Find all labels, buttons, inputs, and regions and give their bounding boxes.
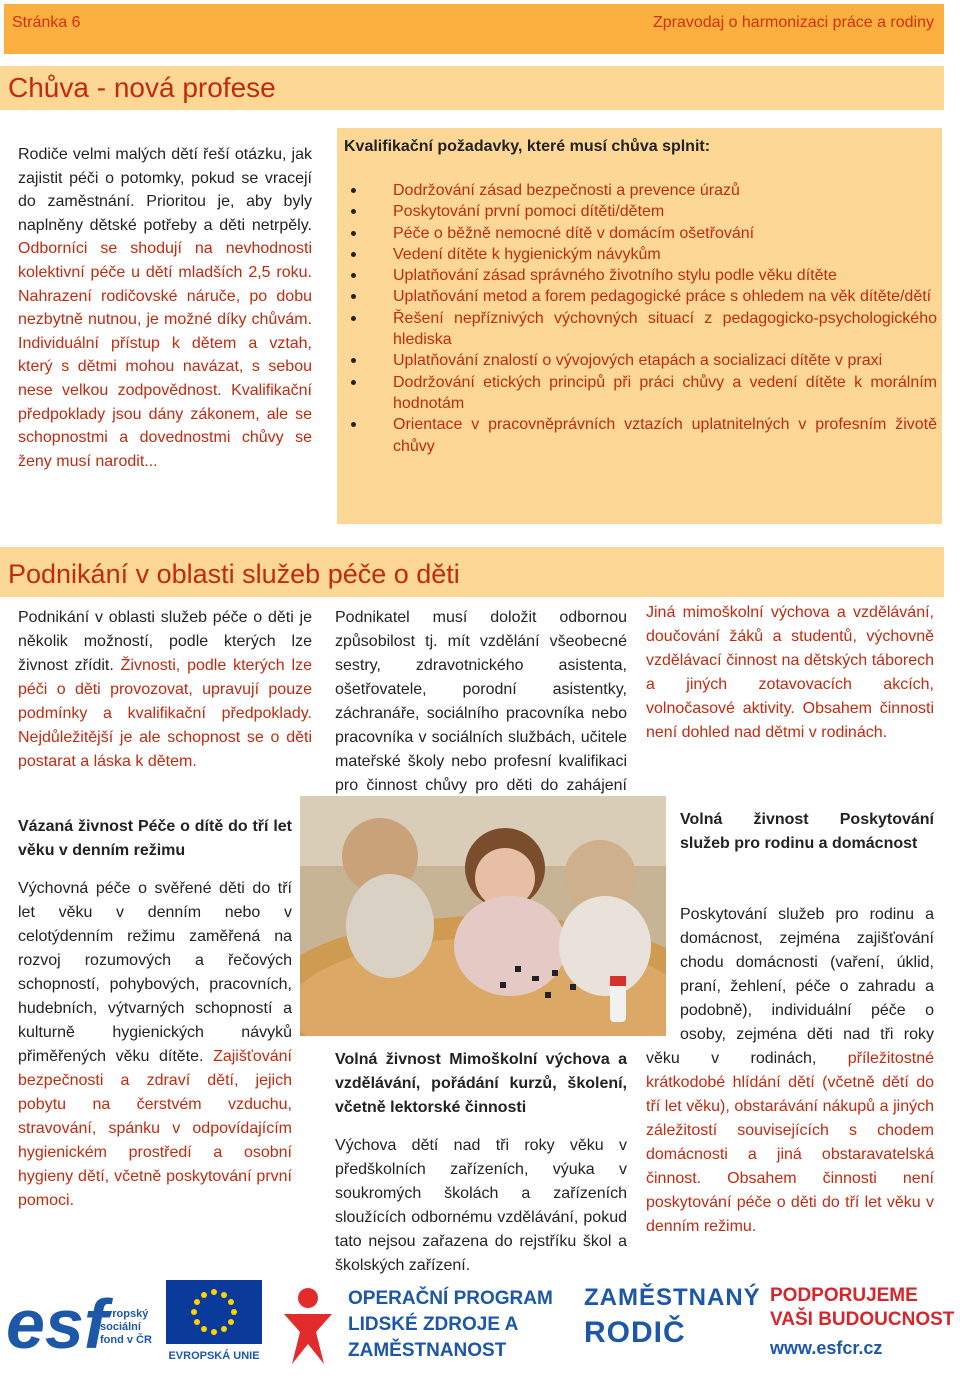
zr-line1: ZAMĚSTNANÝ: [584, 1284, 761, 1311]
pvb-text: PODPORUJEME VAŠI BUDOUCNOST: [770, 1285, 955, 1330]
paragraph-text: Živnosti, podle kterých lze péči o děti provozovat, upravují pouze podmínky a kvalifikační předpoklady. Nejdůležitější je ale schopnost se o děti postarat a láska k dětem.: [18, 657, 312, 770]
subheading: Volná živnost Poskytování služeb pro rodinu a domácnost: [680, 811, 934, 852]
list-item: Dodržování etických principů při práci chůvy a vedení dítěte k morálním hodnotám: [349, 372, 937, 415]
zr-line2: RODIČ: [584, 1316, 686, 1349]
bullet-icon: [351, 273, 356, 278]
page-header: [4, 4, 944, 54]
paragraph-text: Výchovná péče o svěřené děti do tří let věku v denním nebo v celotýdenním režimu zaměřená na rozvoj rozumových a řečových schopností, pohybových, pracovních, hudebních, výtvarných schopností a kulturně hygienických návyků přiměřených věku dítěte.: [18, 880, 292, 1065]
intro-sentence: Nahrazení rodičovské náruče, po dobu nezbytně nutnou, je možné díky chůvám.: [18, 287, 312, 329]
list-item: Orientace v pracovněprávních vztazích uplatnitelných v profesním životě chůvy: [349, 414, 937, 457]
photo-wrap-space: [646, 903, 680, 1047]
paragraph-text: Zajišťování bezpečnosti a zdraví dětí, jejich pobytu na čerstvém vzduchu, stravování, spánku v odpovídajícím hygienickém prostředí a osobní hygieny dětí, včetně poskytování první pomoci.: [18, 1048, 292, 1209]
esf-url: www.esfcr.cz: [770, 1338, 883, 1358]
footer-logos: [0, 1276, 960, 1374]
section-title: Chůva - nová profese: [8, 72, 276, 103]
podporujeme-logo: [770, 1284, 956, 1370]
subheading: Vázaná živnost Péče o dítě do tří let věku v denním režimu: [18, 818, 292, 859]
subheading: Volná živnost Mimoškolní výchova a vzdělávání, pořádání kurzů, školení, včetně lektorské činnosti: [335, 1051, 627, 1116]
intro-text: [18, 143, 312, 473]
list-item: Řešení nepříznivých výchovných situací z pedagogicko-psychologického hlediska: [349, 308, 937, 351]
list-item: Uplatňování metod a forem pedagogické práce s ohledem na věk dítěte/dětí: [349, 286, 937, 307]
esf-text: evropský sociální fond v ČR: [100, 1308, 152, 1346]
article-column: [18, 606, 312, 774]
eu-logo: [166, 1280, 262, 1370]
requirements-box: [337, 128, 942, 524]
esf-logo: [4, 1280, 164, 1370]
article-column: [18, 815, 292, 1213]
paragraph-text: Podnikatel musí doložit odbornou způsobilost tj. mít vzdělání všeobecné sestry, zdravotnického asistenta, ošetřovatele, porodní asistentky, záchranáře, sociálního pracovníka nebo pracovníka v sociálních službách, učitele mateřské školy nebo profesní kvalifikaci pro činnost chůvy pro děti do zahájení: [335, 609, 627, 794]
bullet-icon: [351, 422, 356, 427]
list-item: Poskytování první pomoci dítěti/dětem: [349, 201, 937, 222]
bullet-icon: [351, 188, 356, 193]
bullet-icon: [351, 294, 356, 299]
section-title-bar: [0, 66, 944, 110]
intro-sentence: Rodiče velmi malých dětí řeší otázku, jak zajistit péči o potomky, pokud se vracejí do zaměstnání. Prioritou je, aby byly naplněny dětské potřeby a děti netrpěly.: [18, 146, 312, 234]
article-column: [335, 1048, 627, 1278]
photo-illustration: [300, 796, 666, 1036]
paragraph-text: Poskytování služeb pro rodinu a domácnost, zejména zajišťování chodu domácnosti (vaření, úklid, praní, žehlení, péče o zahradu a podobně), individuální péče o osoby, zejména děti nad tři roky věku v rodinách,: [646, 906, 934, 1067]
article-column: [335, 606, 627, 822]
svg-text:esf: esf: [6, 1285, 108, 1363]
paragraph-text: Jiná mimoškolní výchova a vzdělávání, doučování žáků a studentů, výchovně vzdělávací činnost na dětských táborech a jiných zotavovacích akcích, volnočasové aktivity. Obsahem činnosti není dohled nad dětmi v rodinách.: [646, 604, 934, 741]
op-text: OPERAČNÍ PROGRAM LIDSKÉ ZDROJE A ZAMĚSTNANOST: [348, 1288, 553, 1361]
requirements-heading: Kvalifikační požadavky, které musí chůva splnit:: [344, 138, 711, 155]
bullet-icon: [351, 231, 356, 236]
intro-sentence: Individuální přístup k dětem a vztah, který s dětmi mohou navázat, s sebou nese velkou zodpovědnost.: [18, 334, 312, 399]
publication-title: Zpravodaj o harmonizaci práce a rodiny: [652, 14, 934, 31]
children-photo: [300, 796, 666, 1036]
paragraph-text: Obsahem činnosti není poskytování péče o děti do tří let věku v denním režimu.: [646, 1170, 934, 1235]
list-item: Uplatňování znalostí o vývojových etapách a socializaci dítěte v praxi: [349, 350, 937, 371]
list-item: Vedení dítěte k hygienickým návykům: [349, 244, 937, 265]
bullet-icon: [351, 358, 356, 363]
article-column: [680, 808, 934, 856]
intro-sentence: Kvalifikační předpoklady jsou dány zákonem, ale se schopnostmi a dovednostmi chůvy se ženy musí narodit...: [18, 381, 312, 470]
bullet-icon: [351, 316, 356, 321]
section-title: Podnikání v oblasti služeb péče o děti: [8, 559, 460, 589]
eu-text: EVROPSKÁ UNIE: [168, 1350, 260, 1362]
eu-flag-icon: [166, 1280, 262, 1344]
list-item: Dodržování zásad bezpečnosti a prevence úrazů: [349, 180, 937, 201]
requirements-list: [349, 180, 937, 457]
article-column: [646, 601, 934, 745]
bullet-icon: [351, 209, 356, 214]
page-number: Stránka 6: [12, 14, 81, 31]
article-column: [646, 903, 934, 1239]
op-figure-icon: [276, 1284, 340, 1366]
op-logo: [276, 1284, 576, 1370]
paragraph-text: příležitostné krátkodobé hlídání dětí (včetně dětí do tří let věku), obstarávání nákupů a jiných záležitostí souvisejících s chodem domácnosti a jiná obstaravatelská činnost.: [646, 1050, 934, 1187]
bullet-icon: [351, 252, 356, 257]
list-item: Uplatňování zásad správného životního stylu podle věku dítěte: [349, 265, 937, 286]
zamestnany-rodic-logo: [584, 1284, 761, 1370]
bullet-icon: [351, 380, 356, 385]
intro-sentence: Odborníci se shodují na nevhodnosti kolektivní péče u dětí mladších 2,5 roku.: [18, 240, 312, 281]
paragraph-text: Výchova dětí nad tři roky věku v předškolních zařízeních, výuka v soukromých školách a zařízeních sloužících odbornému vzdělávání, pokud tato nejsou zařazena do rejstříku škol a školských zařízení.: [335, 1137, 627, 1274]
section-title-bar: [0, 547, 944, 597]
list-item: Péče o běžně nemocné dítě v domácím ošetřování: [349, 223, 937, 244]
paragraph-text: Podnikání v oblasti služeb péče o děti je několik možností, podle kterých lze živnost zřídit.: [18, 609, 312, 674]
